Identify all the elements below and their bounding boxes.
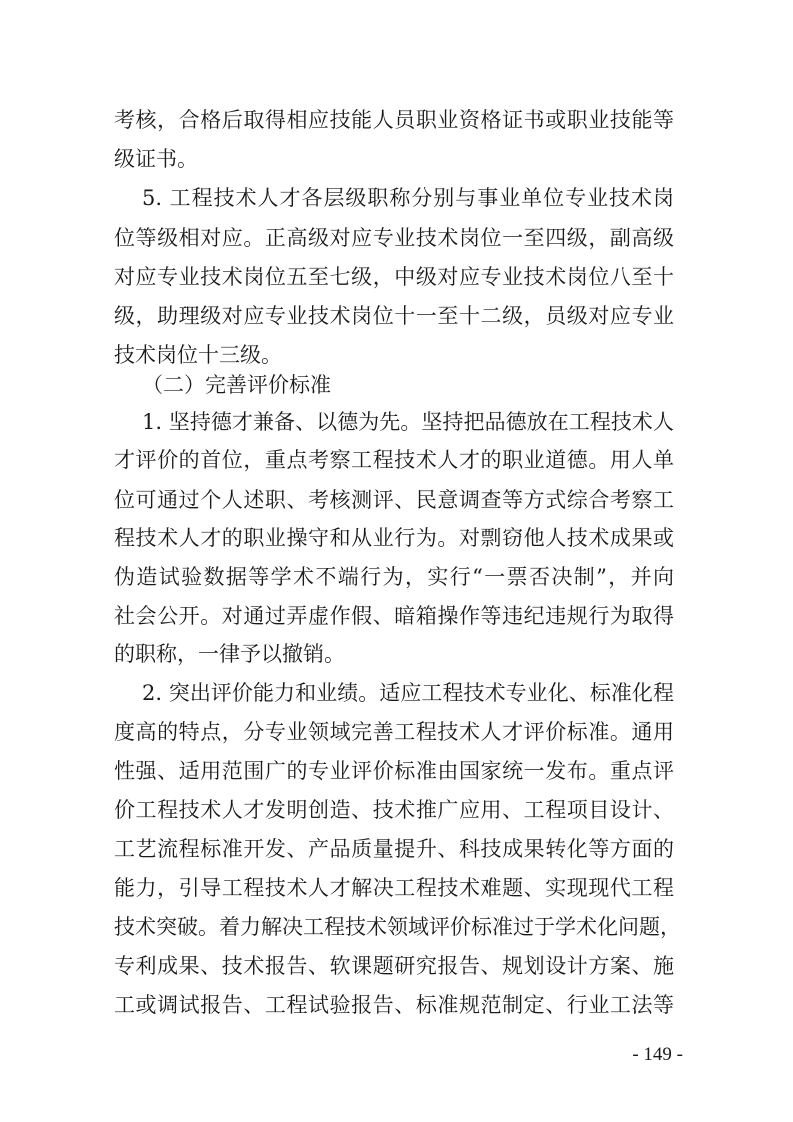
- body-text-line: 工艺流程标准开发、产品质量提升、科技成果转化等方面的: [114, 837, 674, 861]
- body-text-line: 考核，合格后取得相应技能人员职业资格证书或职业技能等: [114, 108, 674, 132]
- section-heading: （二）完善评价标准: [142, 373, 331, 397]
- body-text-line: 度高的特点，分专业领域完善工程技术人才评价标准。通用: [114, 720, 674, 744]
- body-text-line: 专利成果、技术报告、软课题研究报告、规划设计方案、施: [114, 954, 674, 978]
- body-text-line: 级，助理级对应专业技术岗位十一至十二级，员级对应专业: [114, 304, 674, 328]
- body-text-line: 社会公开。对通过弄虚作假、暗箱操作等违纪违规行为取得: [114, 604, 674, 628]
- body-text-line: 位等级相对应。正高级对应专业技术岗位一至四级，副高级: [114, 226, 674, 250]
- body-text-line: 对应专业技术岗位五至七级，中级对应专业技术岗位八至十: [114, 265, 674, 289]
- body-text-line: 才评价的首位，重点考察工程技术人才的职业道德。用人单: [114, 448, 674, 472]
- body-text-line: 工或调试报告、工程试验报告、标准规范制定、行业工法等: [114, 993, 674, 1017]
- body-text-line: 级证书。: [114, 147, 198, 171]
- body-text-line: 能力，引导工程技术人才解决工程技术难题、实现现代工程: [114, 876, 674, 900]
- body-text-line: 程技术人才的职业操守和从业行为。对剽窃他人技术成果或: [114, 526, 674, 550]
- body-text-line: 伪造试验数据等学术不端行为，实行“一票否决制”，并向: [114, 565, 674, 589]
- paragraph-1-start: 1. 坚持德才兼备、以德为先。坚持把品德放在工程技术人: [142, 410, 674, 434]
- paragraph-2-start: 2. 突出评价能力和业绩。适应工程技术专业化、标准化程: [142, 681, 674, 705]
- body-text-line: 位可通过个人述职、考核测评、民意调查等方式综合考察工: [114, 488, 674, 512]
- body-text-line: 性强、适用范围广的专业评价标准由国家统一发布。重点评: [114, 759, 674, 783]
- body-text-line: 技术岗位十三级。: [114, 343, 282, 367]
- body-text-line: 技术突破。着力解决工程技术领域评价标准过于学术化问题，: [114, 915, 681, 939]
- page-number: - 149 -: [632, 1044, 683, 1065]
- body-text-line: 价工程技术人才发明创造、技术推广应用、工程项目设计、: [114, 798, 674, 822]
- paragraph-5-start: 5. 工程技术人才各层级职称分别与事业单位专业技术岗: [142, 186, 674, 210]
- body-text-line: 的职称，一律予以撤销。: [114, 642, 345, 666]
